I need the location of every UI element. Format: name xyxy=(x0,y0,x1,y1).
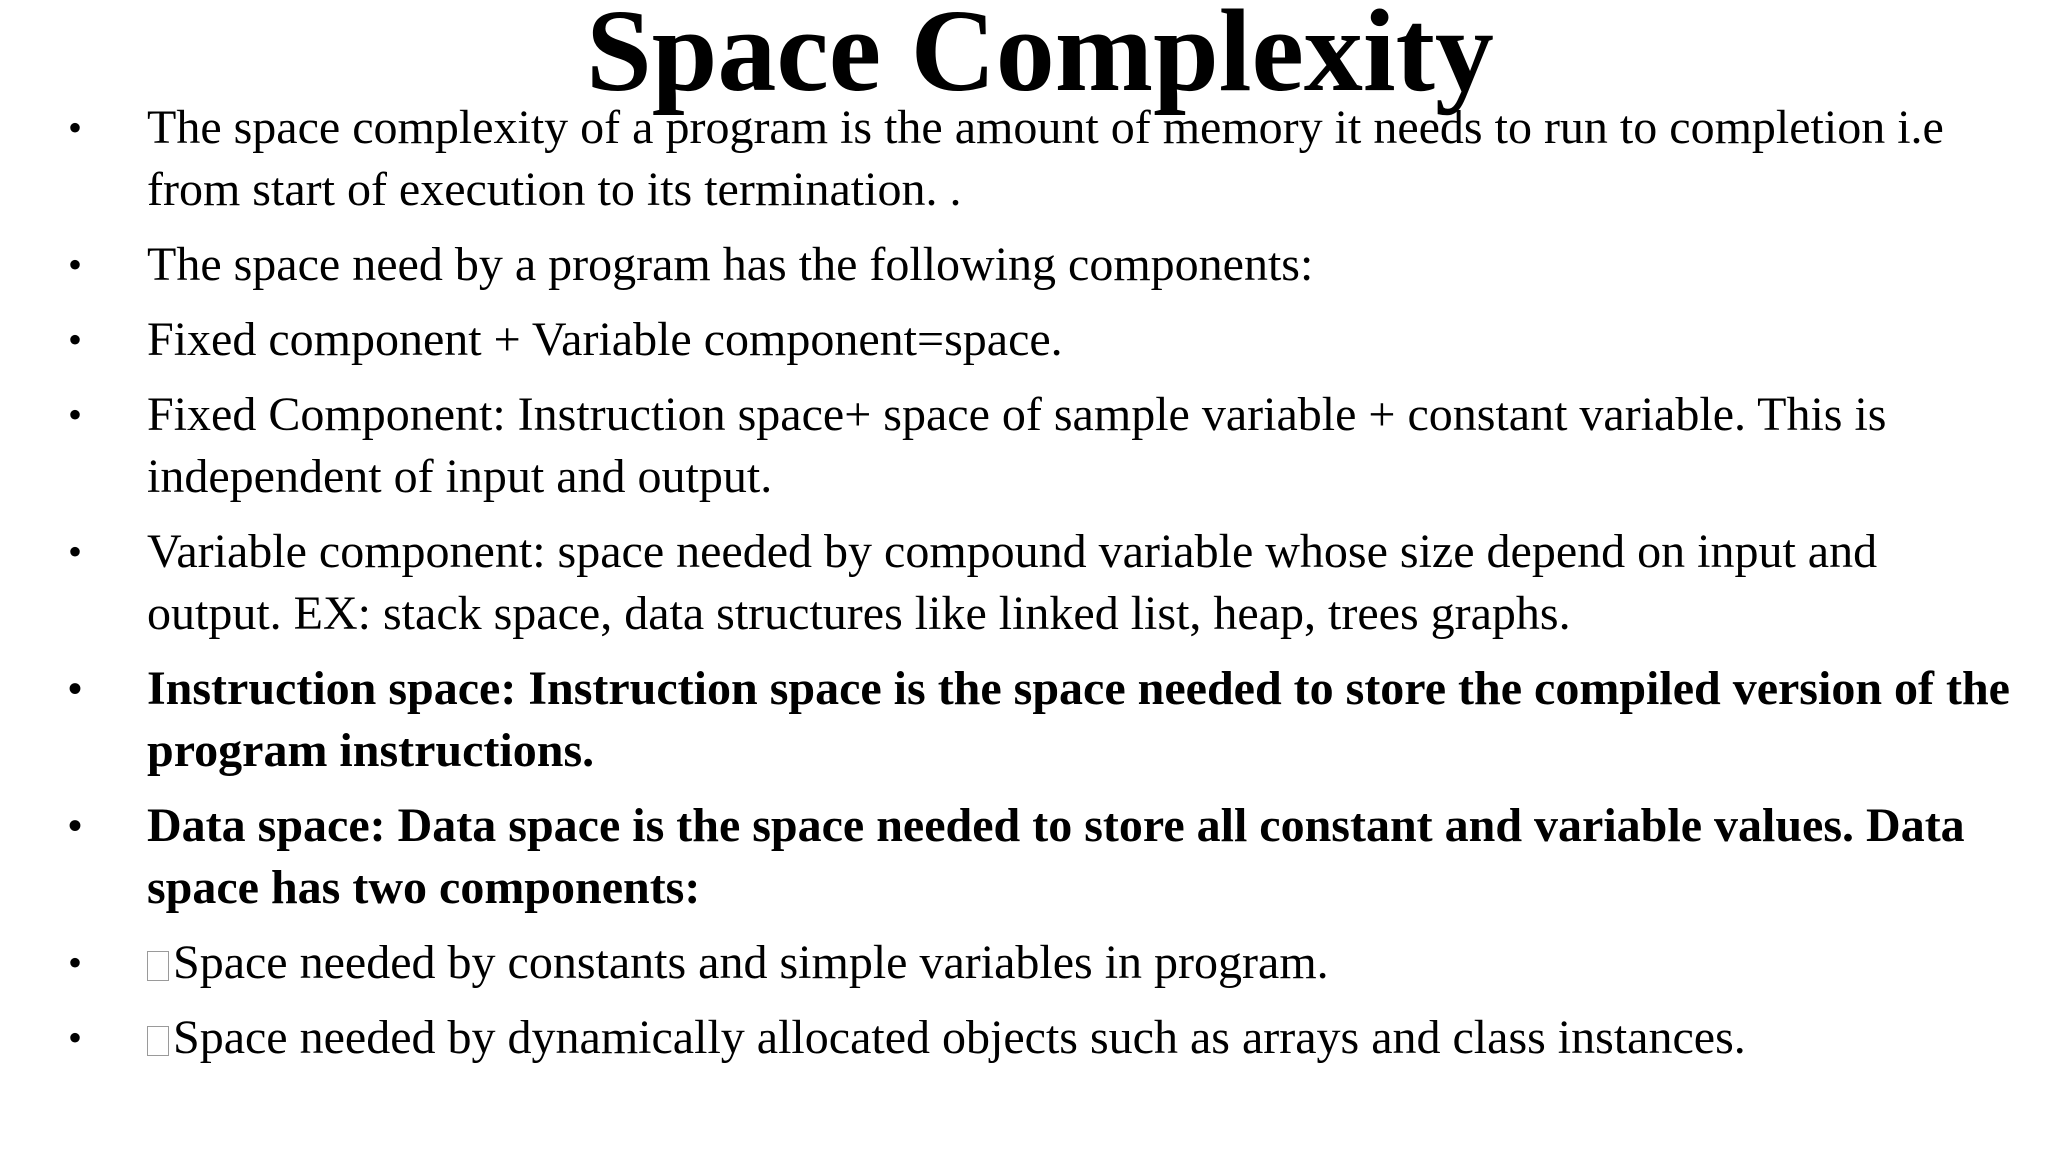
bullet-list xyxy=(0,97,2048,1082)
bullet-dot-icon: • xyxy=(68,392,83,437)
bullet-text: Fixed Component: Instruction space+ space of sample variable + constant variable. This is independent of input and output. xyxy=(147,388,1887,503)
bullet-text: Fixed component + Variable component=space. xyxy=(147,313,1063,366)
bullet-dot-icon: • xyxy=(68,1015,83,1060)
bullet-dot-icon: • xyxy=(68,803,83,848)
bullet-item xyxy=(0,309,2048,371)
slide-title: Space Complexity xyxy=(586,0,1494,116)
bullet-dot-icon: • xyxy=(68,940,83,985)
bullet-item xyxy=(0,658,2048,782)
bullet-dot-icon: • xyxy=(68,317,83,362)
bullet-item xyxy=(0,384,2048,508)
bullet-item xyxy=(0,1007,2048,1069)
bullet-dot-icon: • xyxy=(68,105,83,150)
bullet-item xyxy=(0,932,2048,994)
bullet-dot-icon: • xyxy=(68,242,83,287)
bullet-item xyxy=(0,234,2048,296)
bullet-text: The space complexity of a program is the amount of memory it needs to run to completion i.e from start of execution to its termination. . xyxy=(147,101,1944,216)
bullet-text: Variable component: space needed by compound variable whose size depend on input and output. EX: stack space, data structures like linked list, heap, trees graphs. xyxy=(147,525,1878,640)
bullet-text: Instruction space: Instruction space is the space needed to store the compiled version of the program instructions. xyxy=(147,662,2010,777)
missing-glyph-icon xyxy=(147,1026,169,1056)
bullet-text: Space needed by constants and simple variables in program. xyxy=(173,936,1329,989)
bullet-item xyxy=(0,521,2048,645)
bullet-text: The space need by a program has the following components: xyxy=(147,238,1314,291)
bullet-dot-icon: • xyxy=(68,666,83,711)
bullet-dot-icon: • xyxy=(68,529,83,574)
bullet-text: Data space: Data space is the space needed to store all constant and variable values. Data space has two components: xyxy=(147,799,1965,914)
bullet-text: Space needed by dynamically allocated objects such as arrays and class instances. xyxy=(173,1011,1746,1064)
missing-glyph-icon xyxy=(147,951,169,981)
bullet-item xyxy=(0,795,2048,919)
